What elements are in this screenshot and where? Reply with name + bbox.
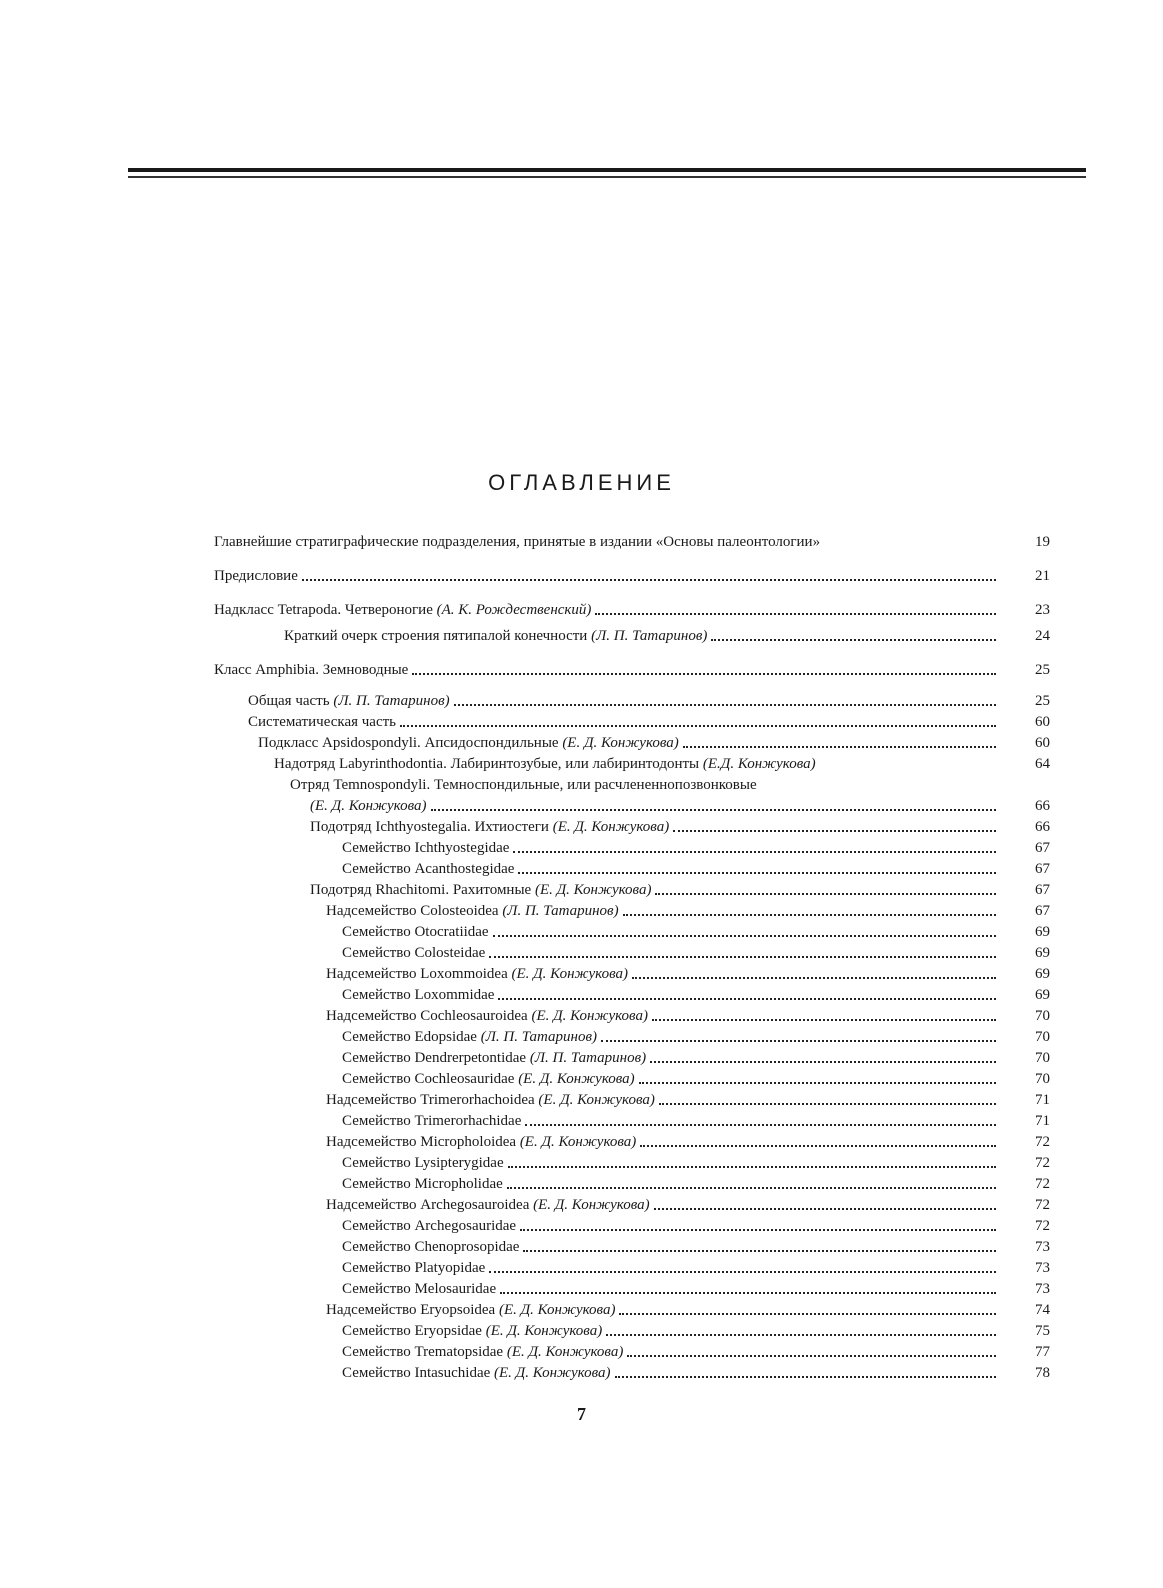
toc-entry-author: (Е. Д. Конжукова) xyxy=(518,1071,635,1087)
toc-entry-page: 67 xyxy=(1035,882,1050,898)
toc-entry-leader xyxy=(500,1292,996,1294)
toc-entry-title: Семейство Dendrerpetontidae (Л. П. Татаринов) xyxy=(342,1050,647,1066)
toc-entry xyxy=(214,600,1050,620)
toc-entry xyxy=(342,1069,1050,1089)
toc-entry xyxy=(326,901,1050,921)
toc-entry-leader xyxy=(431,809,997,811)
toc-entry-author: (Л. П. Татаринов) xyxy=(591,628,708,644)
toc-entry-page: 67 xyxy=(1035,903,1050,919)
toc-entry-title: Общая часть (Л. П. Татаринов) xyxy=(248,693,450,709)
toc-entry xyxy=(342,1153,1050,1173)
toc-entry-title: Надсемейство Colosteoidea (Л. П. Татаринов) xyxy=(326,903,619,919)
toc-entry-page: 24 xyxy=(1035,628,1050,644)
toc-entry-title: Семейство Ichthyostegidae xyxy=(342,840,510,856)
toc-entry xyxy=(342,922,1050,942)
toc-entry xyxy=(342,1111,1050,1131)
page-number: 7 xyxy=(577,1404,586,1424)
toc-entry-author: (Е. Д. Конжукова) xyxy=(562,735,679,751)
toc-entry-title: Семейство Trematopsidae (Е. Д. Конжукова) xyxy=(342,1344,624,1360)
toc-entry-title: Класс Amphibia. Земноводные xyxy=(214,662,409,678)
toc-entry xyxy=(326,1132,1050,1152)
toc-entry-leader xyxy=(615,1376,996,1378)
toc-entry-leader xyxy=(518,872,996,874)
toc-entry xyxy=(326,964,1050,984)
toc-entry-title: Семейство Trimerorhachidae xyxy=(342,1113,522,1129)
toc-entry-title: Подотряд Rhachitomi. Рахитомные (Е. Д. Конжукова) xyxy=(310,882,652,898)
toc-entry xyxy=(342,838,1050,858)
toc-entry-leader xyxy=(454,704,996,706)
toc-entry-author: (Е. Д. Конжукова) xyxy=(310,798,427,814)
toc-entry-leader xyxy=(302,579,996,581)
toc-entry-page: 70 xyxy=(1035,1008,1050,1024)
toc-entry-page: 69 xyxy=(1035,924,1050,940)
toc-entry-page: 64 xyxy=(1035,756,1050,772)
toc-entry-leader xyxy=(489,956,996,958)
toc-entry-title: Краткий очерк строения пятипалой конечности (Л. П. Татаринов) xyxy=(284,628,708,644)
toc-entry-page: 66 xyxy=(1035,798,1050,814)
toc-entry-author: (Е. Д. Конжукова) xyxy=(534,882,652,898)
toc-entry xyxy=(326,1006,1050,1026)
toc-entry-page: 67 xyxy=(1035,861,1050,877)
toc-entry-page: 19 xyxy=(1035,534,1050,550)
toc-entry-page: 71 xyxy=(1035,1113,1050,1129)
toc-entry xyxy=(310,880,1050,900)
toc-entry-page: 73 xyxy=(1035,1281,1050,1297)
toc-entry-leader xyxy=(525,1124,996,1126)
toc-entry-title: Семейство Cochleosauridae (Е. Д. Конжукова) xyxy=(342,1071,635,1087)
toc-entry-page: 73 xyxy=(1035,1239,1050,1255)
toc-entry-page: 72 xyxy=(1035,1134,1050,1150)
toc-entry-leader xyxy=(652,1019,996,1021)
toc-entry-title xyxy=(310,796,427,816)
toc-entry-leader xyxy=(673,830,996,832)
toc-entry-leader xyxy=(623,914,996,916)
toc-entry-page: 77 xyxy=(1035,1344,1050,1360)
toc-entry-leader xyxy=(508,1166,996,1168)
toc-entry-leader xyxy=(650,1061,996,1063)
toc-entry-title: Надкласс Tetrapoda. Четвероногие (А. К. Рождественский) xyxy=(214,602,592,618)
toc-entry-title: Семейство Platyopidae xyxy=(342,1260,486,1276)
toc-entry xyxy=(214,566,1050,586)
toc-entry xyxy=(326,1195,1050,1215)
toc-entry-page: 75 xyxy=(1035,1323,1050,1339)
toc-entry-leader xyxy=(498,998,996,1000)
toc-entry xyxy=(342,943,1050,963)
toc-entry xyxy=(342,1048,1050,1068)
toc-entry xyxy=(326,1300,1050,1320)
toc-entry-author: (Е. Д. Конжукова) xyxy=(538,1092,655,1108)
toc-entry-title: Семейство Chenoprosopidae xyxy=(342,1239,520,1255)
toc-entry-leader xyxy=(523,1250,996,1252)
toc-entry-title: Предисловие xyxy=(214,568,298,584)
toc-entry-leader xyxy=(711,639,996,641)
toc-entry-author: (Л. П. Татаринов) xyxy=(333,693,450,709)
toc-entry-title: Надсемейство Trimerorhachoidea (Е. Д. Конжукова) xyxy=(326,1092,655,1108)
toc-entry-author: (А. К. Рождественский) xyxy=(436,602,592,618)
toc-entry-author: (Е. Д. Конжукова) xyxy=(533,1197,650,1213)
toc-entry-page: 70 xyxy=(1035,1050,1050,1066)
toc-entry xyxy=(342,1258,1050,1278)
toc-entry-leader xyxy=(659,1103,996,1105)
toc-entry xyxy=(342,1342,1050,1362)
toc-entry-author: (Л. П. Татаринов) xyxy=(480,1029,597,1045)
toc-entry xyxy=(214,660,1050,680)
toc-entry-author: (Е. Д. Конжукова) xyxy=(531,1008,648,1024)
toc-entry-title: Подкласс Apsidospondyli. Апсидоспондильные (Е. Д. Конжукова) xyxy=(258,735,679,751)
toc-entry-title: Семейство Acanthostegidae xyxy=(342,861,515,877)
toc-entry xyxy=(342,1363,1050,1383)
toc-entry-page: 71 xyxy=(1035,1092,1050,1108)
toc-entry-title: Надсемейство Cochleosauroidea (Е. Д. Конжукова) xyxy=(326,1008,648,1024)
toc-entry-page: 60 xyxy=(1035,714,1050,730)
toc-entry-page: 21 xyxy=(1035,568,1050,584)
toc-entry-page: 69 xyxy=(1035,945,1050,961)
toc-heading: ОГЛАВЛЕНИЕ xyxy=(488,470,675,495)
toc-entry-title: Семейство Melosauridae xyxy=(342,1281,497,1297)
toc-entry-title: Семейство Intasuchidae (Е. Д. Конжукова) xyxy=(342,1365,611,1381)
toc-entry-title: Семейство Loxommidae xyxy=(342,987,495,1003)
toc-entry-page: 78 xyxy=(1035,1365,1050,1381)
toc-entry-leader xyxy=(655,893,996,895)
toc-entry-leader xyxy=(683,746,996,748)
toc-entry xyxy=(248,691,1050,711)
toc-entry-title: Семейство Otocratiidae xyxy=(342,924,489,940)
toc-entry-page: 25 xyxy=(1035,662,1050,678)
toc-entry-page: 67 xyxy=(1035,840,1050,856)
toc-entry xyxy=(214,532,1050,552)
toc-entry-leader xyxy=(606,1334,996,1336)
toc-entry-author: (Е. Д. Конжукова) xyxy=(498,1302,616,1318)
toc-entry-leader xyxy=(640,1145,996,1147)
toc-entry-leader xyxy=(627,1355,996,1357)
toc-entry-leader xyxy=(595,613,996,615)
toc-entry-page: 70 xyxy=(1035,1071,1050,1087)
toc-entry-title: Подотряд Ichthyostegalia. Ихтиостеги (Е. Д. Конжукова) xyxy=(310,819,670,835)
toc-entry-leader xyxy=(520,1229,996,1231)
toc-entry xyxy=(326,1090,1050,1110)
toc-entry-title: Надсемейство Loxommoidea (Е. Д. Конжукова) xyxy=(326,966,628,982)
toc-entry-page: 60 xyxy=(1035,735,1050,751)
toc-entry xyxy=(342,1216,1050,1236)
toc-entry-leader xyxy=(400,725,996,727)
toc-entry-leader xyxy=(619,1313,996,1315)
toc-entry xyxy=(342,1174,1050,1194)
toc-entry-leader xyxy=(489,1271,996,1273)
toc-entry-leader xyxy=(601,1040,996,1042)
toc-entry-title: Надсемейство Eryopsoidea (Е. Д. Конжукова) xyxy=(326,1302,616,1318)
toc-entry-page: 72 xyxy=(1035,1218,1050,1234)
toc-entry-page: 72 xyxy=(1035,1197,1050,1213)
toc-entry-author: (Е. Д. Конжукова) xyxy=(494,1365,611,1381)
toc-entry-title: Отряд Temnospondyli. Темноспондильные, или расчлененнопозвонковые xyxy=(290,777,757,793)
toc-entry xyxy=(342,985,1050,1005)
toc-entry xyxy=(284,626,1050,646)
toc-entry-author: (Л. П. Татаринов) xyxy=(529,1050,647,1066)
toc-entry-author: (Е. Д. Конжукова) xyxy=(511,966,628,982)
toc-entry-title: Систематическая часть xyxy=(248,714,397,730)
toc-entry-title: Главнейшие стратиграфические подразделения, принятые в издании «Основы палеонтологии» xyxy=(214,534,821,550)
toc-entry-author: (Е.Д. Конжукова) xyxy=(702,756,816,772)
toc-entry-leader xyxy=(513,851,996,853)
toc-entry xyxy=(248,712,1050,732)
toc-entry xyxy=(342,1279,1050,1299)
toc-entry-title: Семейство Micropholidae xyxy=(342,1176,503,1192)
toc-entry-leader xyxy=(639,1082,996,1084)
toc-entry xyxy=(342,1321,1050,1341)
toc-entry-page: 69 xyxy=(1035,987,1050,1003)
toc-entry-page: 72 xyxy=(1035,1176,1050,1192)
toc-entry-title: Семейство Archegosauridae xyxy=(342,1218,517,1234)
toc-entry-page: 23 xyxy=(1035,602,1050,618)
toc-entry-page: 74 xyxy=(1035,1302,1050,1318)
toc-entry-title: Семейство Lysipterygidae xyxy=(342,1155,504,1171)
toc-entry xyxy=(342,1027,1050,1047)
toc-entry-title: Семейство Edopsidae (Л. П. Татаринов) xyxy=(342,1029,597,1045)
toc-entry-title: Надсемейство Micropholoidea (Е. Д. Конжукова) xyxy=(326,1134,637,1150)
toc-entry-title: Семейство Eryopsidae (Е. Д. Конжукова) xyxy=(342,1323,603,1339)
toc-entry xyxy=(274,754,1050,774)
toc-entry xyxy=(342,1237,1050,1257)
toc-entry-page: 70 xyxy=(1035,1029,1050,1045)
toc-entry-leader xyxy=(507,1187,996,1189)
toc-entry-author: (Е. Д. Конжукова) xyxy=(519,1134,637,1150)
toc-entry-title: Семейство Colosteidae xyxy=(342,945,486,961)
toc-entry-leader xyxy=(632,977,996,979)
toc-entry xyxy=(290,775,1000,795)
toc-entry-author: (Е. Д. Конжукова) xyxy=(485,1323,603,1339)
toc-entry-leader xyxy=(412,673,996,675)
toc-entry-page: 69 xyxy=(1035,966,1050,982)
toc-entry-title: Надсемейство Archegosauroidea (Е. Д. Конжукова) xyxy=(326,1197,650,1213)
toc-entry-leader xyxy=(654,1208,996,1210)
toc-entry-page: 72 xyxy=(1035,1155,1050,1171)
toc-entry-author: (Л. П. Татаринов) xyxy=(502,903,619,919)
toc-entry xyxy=(342,859,1050,879)
toc-entry-author: (Е. Д. Конжукова) xyxy=(506,1344,624,1360)
toc-entry-page: 25 xyxy=(1035,693,1050,709)
toc-entry-page: 73 xyxy=(1035,1260,1050,1276)
toc-entry-author: (Е. Д. Конжукова) xyxy=(552,819,670,835)
toc-entry-page: 66 xyxy=(1035,819,1050,835)
toc-entry xyxy=(258,733,1050,753)
toc-entry-leader xyxy=(493,935,996,937)
toc-entry xyxy=(310,796,1050,816)
toc-entry-title: Надотряд Labyrinthodontia. Лабиринтозубые, или лабиринтодонты (Е.Д. Конжукова) xyxy=(274,756,816,772)
toc-entry xyxy=(310,817,1050,837)
